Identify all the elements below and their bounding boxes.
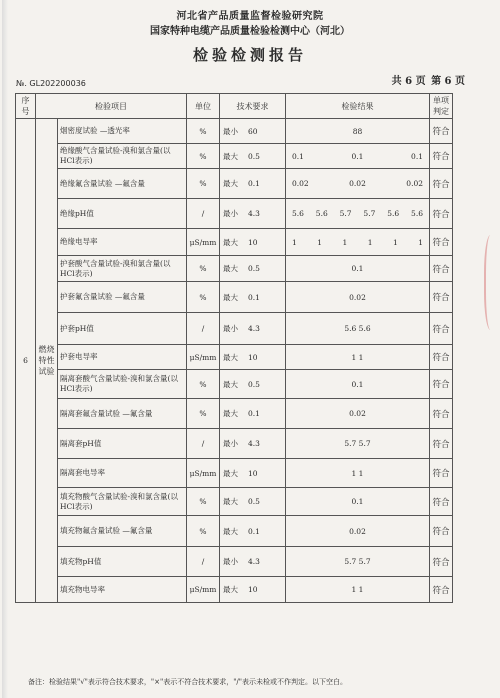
requirement-cell bbox=[220, 370, 286, 399]
binding-edge bbox=[2, 0, 8, 698]
item-cell: 隔离套电导率 bbox=[58, 459, 187, 488]
table-row bbox=[16, 345, 453, 370]
unit-cell: % bbox=[187, 119, 220, 144]
header-unit: 单位 bbox=[187, 94, 220, 119]
verdict-cell: 符合 bbox=[430, 429, 453, 459]
result-cell: 0.02 bbox=[286, 516, 430, 547]
unit-cell: % bbox=[187, 488, 220, 516]
requirement-cell bbox=[220, 169, 286, 199]
requirement-cell bbox=[220, 516, 286, 547]
item-cell: 烟密度试验 —透光率 bbox=[58, 119, 187, 144]
requirement-cell bbox=[220, 345, 286, 370]
verdict-cell: 符合 bbox=[430, 516, 453, 547]
table-header-row bbox=[16, 94, 453, 119]
table-row bbox=[16, 229, 453, 256]
unit-cell: / bbox=[187, 547, 220, 577]
item-cell: 填充物pH值 bbox=[58, 547, 187, 577]
page-info bbox=[391, 72, 466, 87]
unit-cell: % bbox=[187, 282, 220, 313]
req-type: 最大 bbox=[223, 179, 238, 188]
verdict-cell: 符合 bbox=[430, 282, 453, 313]
req-type: 最大 bbox=[223, 264, 238, 273]
center-name: 国家特种电缆产品质量检验检测中心（河北） bbox=[150, 26, 350, 37]
item-cell: 护套电导率 bbox=[58, 345, 187, 370]
unit-cell: / bbox=[187, 313, 220, 345]
header-item: 检验项目 bbox=[36, 94, 187, 119]
item-cell: 绝缘电导率 bbox=[58, 229, 187, 256]
current-page: 第 6 页 bbox=[431, 76, 465, 87]
requirement-cell bbox=[220, 429, 286, 459]
item-cell: 绝缘氟含量试验 —氟含量 bbox=[58, 169, 187, 199]
seq-cell: 6 bbox=[16, 119, 36, 603]
unit-cell: μS/mm bbox=[187, 345, 220, 370]
footnote: 备注：检验结果"√"表示符合技术要求，"×"表示不符合技术要求，"/"表示未检或不作判定。以下空白。 bbox=[28, 678, 348, 686]
table-row bbox=[16, 169, 453, 199]
requirement-cell bbox=[220, 199, 286, 229]
result-cell: 5.7 5.7 bbox=[286, 429, 430, 459]
verdict-cell: 符合 bbox=[430, 229, 453, 256]
requirement-cell bbox=[220, 229, 286, 256]
table-row bbox=[16, 547, 453, 577]
table-row bbox=[16, 429, 453, 459]
verdict-cell: 符合 bbox=[430, 144, 453, 169]
req-type: 最大 bbox=[223, 526, 238, 536]
unit-cell: % bbox=[187, 370, 220, 399]
verdict-cell: 符合 bbox=[430, 345, 453, 370]
item-cell: 绝缘酸气含量试验-溴和氯含量(以HCl表示) bbox=[58, 144, 187, 169]
result-cell: 5.7 5.7 bbox=[286, 547, 430, 577]
req-value: 4.3 bbox=[248, 439, 260, 448]
req-type: 最大 bbox=[223, 468, 238, 478]
result-cell: 1 1 bbox=[286, 459, 430, 488]
item-cell: 填充物氟含量试验 —氟含量 bbox=[58, 516, 187, 547]
requirement-cell bbox=[220, 144, 286, 169]
req-value: 0.1 bbox=[248, 409, 260, 418]
req-type: 最大 bbox=[223, 352, 238, 362]
unit-cell: % bbox=[187, 169, 220, 199]
requirement-cell bbox=[220, 488, 286, 516]
req-type: 最大 bbox=[223, 151, 238, 161]
group-cell: 燃烧特性试验 bbox=[36, 119, 58, 603]
req-value: 0.1 bbox=[248, 179, 260, 188]
document-number: №. GL202200036 bbox=[16, 79, 86, 88]
institute-name: 河北省产品质量监督检验研究院 bbox=[176, 11, 324, 22]
item-cell: 护套氟含量试验 —氟含量 bbox=[58, 282, 187, 313]
req-type: 最大 bbox=[223, 237, 238, 247]
req-value: 0.1 bbox=[248, 292, 260, 302]
table-row bbox=[16, 199, 453, 229]
table-row bbox=[16, 370, 453, 399]
req-type: 最小 bbox=[223, 324, 238, 333]
unit-cell: % bbox=[187, 399, 220, 429]
verdict-cell: 符合 bbox=[430, 547, 453, 577]
unit-cell: μS/mm bbox=[187, 229, 220, 256]
req-type: 最大 bbox=[223, 585, 238, 594]
unit-cell: % bbox=[187, 144, 220, 169]
total-pages: 共 6 页 bbox=[391, 76, 426, 87]
req-value: 4.3 bbox=[248, 209, 260, 218]
item-cell: 隔离套酸气含量试验-溴和氯含量(以HCl表示) bbox=[58, 370, 187, 399]
item-cell: 隔离套pH值 bbox=[58, 429, 187, 459]
result-cell: 5.6 5.6 bbox=[286, 313, 430, 345]
result-cell: 0.02 bbox=[286, 282, 430, 313]
inspection-table bbox=[15, 93, 453, 603]
header-verdict: 单项判定 bbox=[430, 94, 453, 119]
requirement-cell bbox=[220, 459, 286, 488]
verdict-cell: 符合 bbox=[430, 488, 453, 516]
req-value: 0.1 bbox=[248, 526, 260, 536]
result-cell: 0.02 0.02 0.02 bbox=[286, 169, 430, 199]
req-type: 最大 bbox=[223, 497, 238, 506]
header-seq: 序号 bbox=[16, 94, 36, 119]
req-value: 10 bbox=[248, 352, 258, 362]
result-cell: 0.1 0.1 0.1 bbox=[286, 144, 430, 169]
req-value: 0.5 bbox=[248, 264, 260, 273]
requirement-cell bbox=[220, 313, 286, 345]
req-type: 最小 bbox=[223, 557, 238, 566]
req-type: 最小 bbox=[223, 209, 238, 218]
result-cell: 1 1 bbox=[286, 577, 430, 603]
seal-stamp-edge bbox=[484, 235, 500, 330]
requirement-cell bbox=[220, 119, 286, 144]
req-type: 最小 bbox=[223, 126, 238, 136]
table-row bbox=[16, 577, 453, 603]
item-cell: 填充物酸气含量试验-溴和氯含量(以HCl表示) bbox=[58, 488, 187, 516]
unit-cell: % bbox=[187, 516, 220, 547]
req-type: 最小 bbox=[223, 439, 238, 448]
requirement-cell bbox=[220, 256, 286, 282]
req-value: 4.3 bbox=[248, 324, 260, 333]
result-cell: 1 1 1 1 1 1 bbox=[286, 229, 430, 256]
table-row bbox=[16, 313, 453, 345]
unit-cell: / bbox=[187, 199, 220, 229]
requirement-cell bbox=[220, 399, 286, 429]
verdict-cell: 符合 bbox=[430, 459, 453, 488]
req-value: 0.5 bbox=[248, 497, 260, 506]
verdict-cell: 符合 bbox=[430, 169, 453, 199]
verdict-cell: 符合 bbox=[430, 199, 453, 229]
req-type: 最大 bbox=[223, 409, 238, 418]
item-cell: 隔离套氟含量试验 —氟含量 bbox=[58, 399, 187, 429]
unit-cell: % bbox=[187, 256, 220, 282]
result-cell: 0.1 bbox=[286, 370, 430, 399]
table-row bbox=[16, 256, 453, 282]
header-result: 检验结果 bbox=[286, 94, 430, 119]
table-row bbox=[16, 282, 453, 313]
item-cell: 护套酸气含量试验-溴和氯含量(以HCl表示) bbox=[58, 256, 187, 282]
table-row bbox=[16, 399, 453, 429]
verdict-cell: 符合 bbox=[430, 370, 453, 399]
table-row bbox=[16, 119, 453, 144]
item-cell: 绝缘pH值 bbox=[58, 199, 187, 229]
verdict-cell: 符合 bbox=[430, 313, 453, 345]
result-cell: 5.6 5.6 5.7 5.7 5.6 5.6 bbox=[286, 199, 430, 229]
item-cell: 填充物电导率 bbox=[58, 577, 187, 603]
table-row bbox=[16, 459, 453, 488]
unit-cell: μS/mm bbox=[187, 459, 220, 488]
result-cell: 0.1 bbox=[286, 256, 430, 282]
unit-cell: / bbox=[187, 429, 220, 459]
result-cell: 1 1 bbox=[286, 345, 430, 370]
result-cell: 0.02 bbox=[286, 399, 430, 429]
verdict-cell: 符合 bbox=[430, 119, 453, 144]
table-row bbox=[16, 144, 453, 169]
req-value: 0.5 bbox=[248, 379, 260, 389]
table-body bbox=[16, 119, 453, 603]
req-value: 10 bbox=[248, 237, 258, 247]
table-row bbox=[16, 488, 453, 516]
req-type: 最大 bbox=[223, 292, 238, 302]
unit-cell: μS/mm bbox=[187, 577, 220, 603]
verdict-cell: 符合 bbox=[430, 256, 453, 282]
req-value: 0.5 bbox=[248, 151, 260, 161]
result-cell: 88 bbox=[286, 119, 430, 144]
req-value: 10 bbox=[248, 585, 258, 594]
verdict-cell: 符合 bbox=[430, 399, 453, 429]
item-cell: 护套pH值 bbox=[58, 313, 187, 345]
table-row bbox=[16, 516, 453, 547]
verdict-cell: 符合 bbox=[430, 577, 453, 603]
result-cell: 0.1 bbox=[286, 488, 430, 516]
report-title: 检验检测报告 bbox=[192, 46, 307, 64]
requirement-cell bbox=[220, 577, 286, 603]
req-value: 60 bbox=[248, 126, 258, 136]
requirement-cell bbox=[220, 547, 286, 577]
req-value: 10 bbox=[248, 468, 258, 478]
header-requirement: 技术要求 bbox=[220, 94, 286, 119]
req-type: 最大 bbox=[223, 379, 238, 389]
requirement-cell bbox=[220, 282, 286, 313]
req-value: 4.3 bbox=[248, 557, 260, 566]
